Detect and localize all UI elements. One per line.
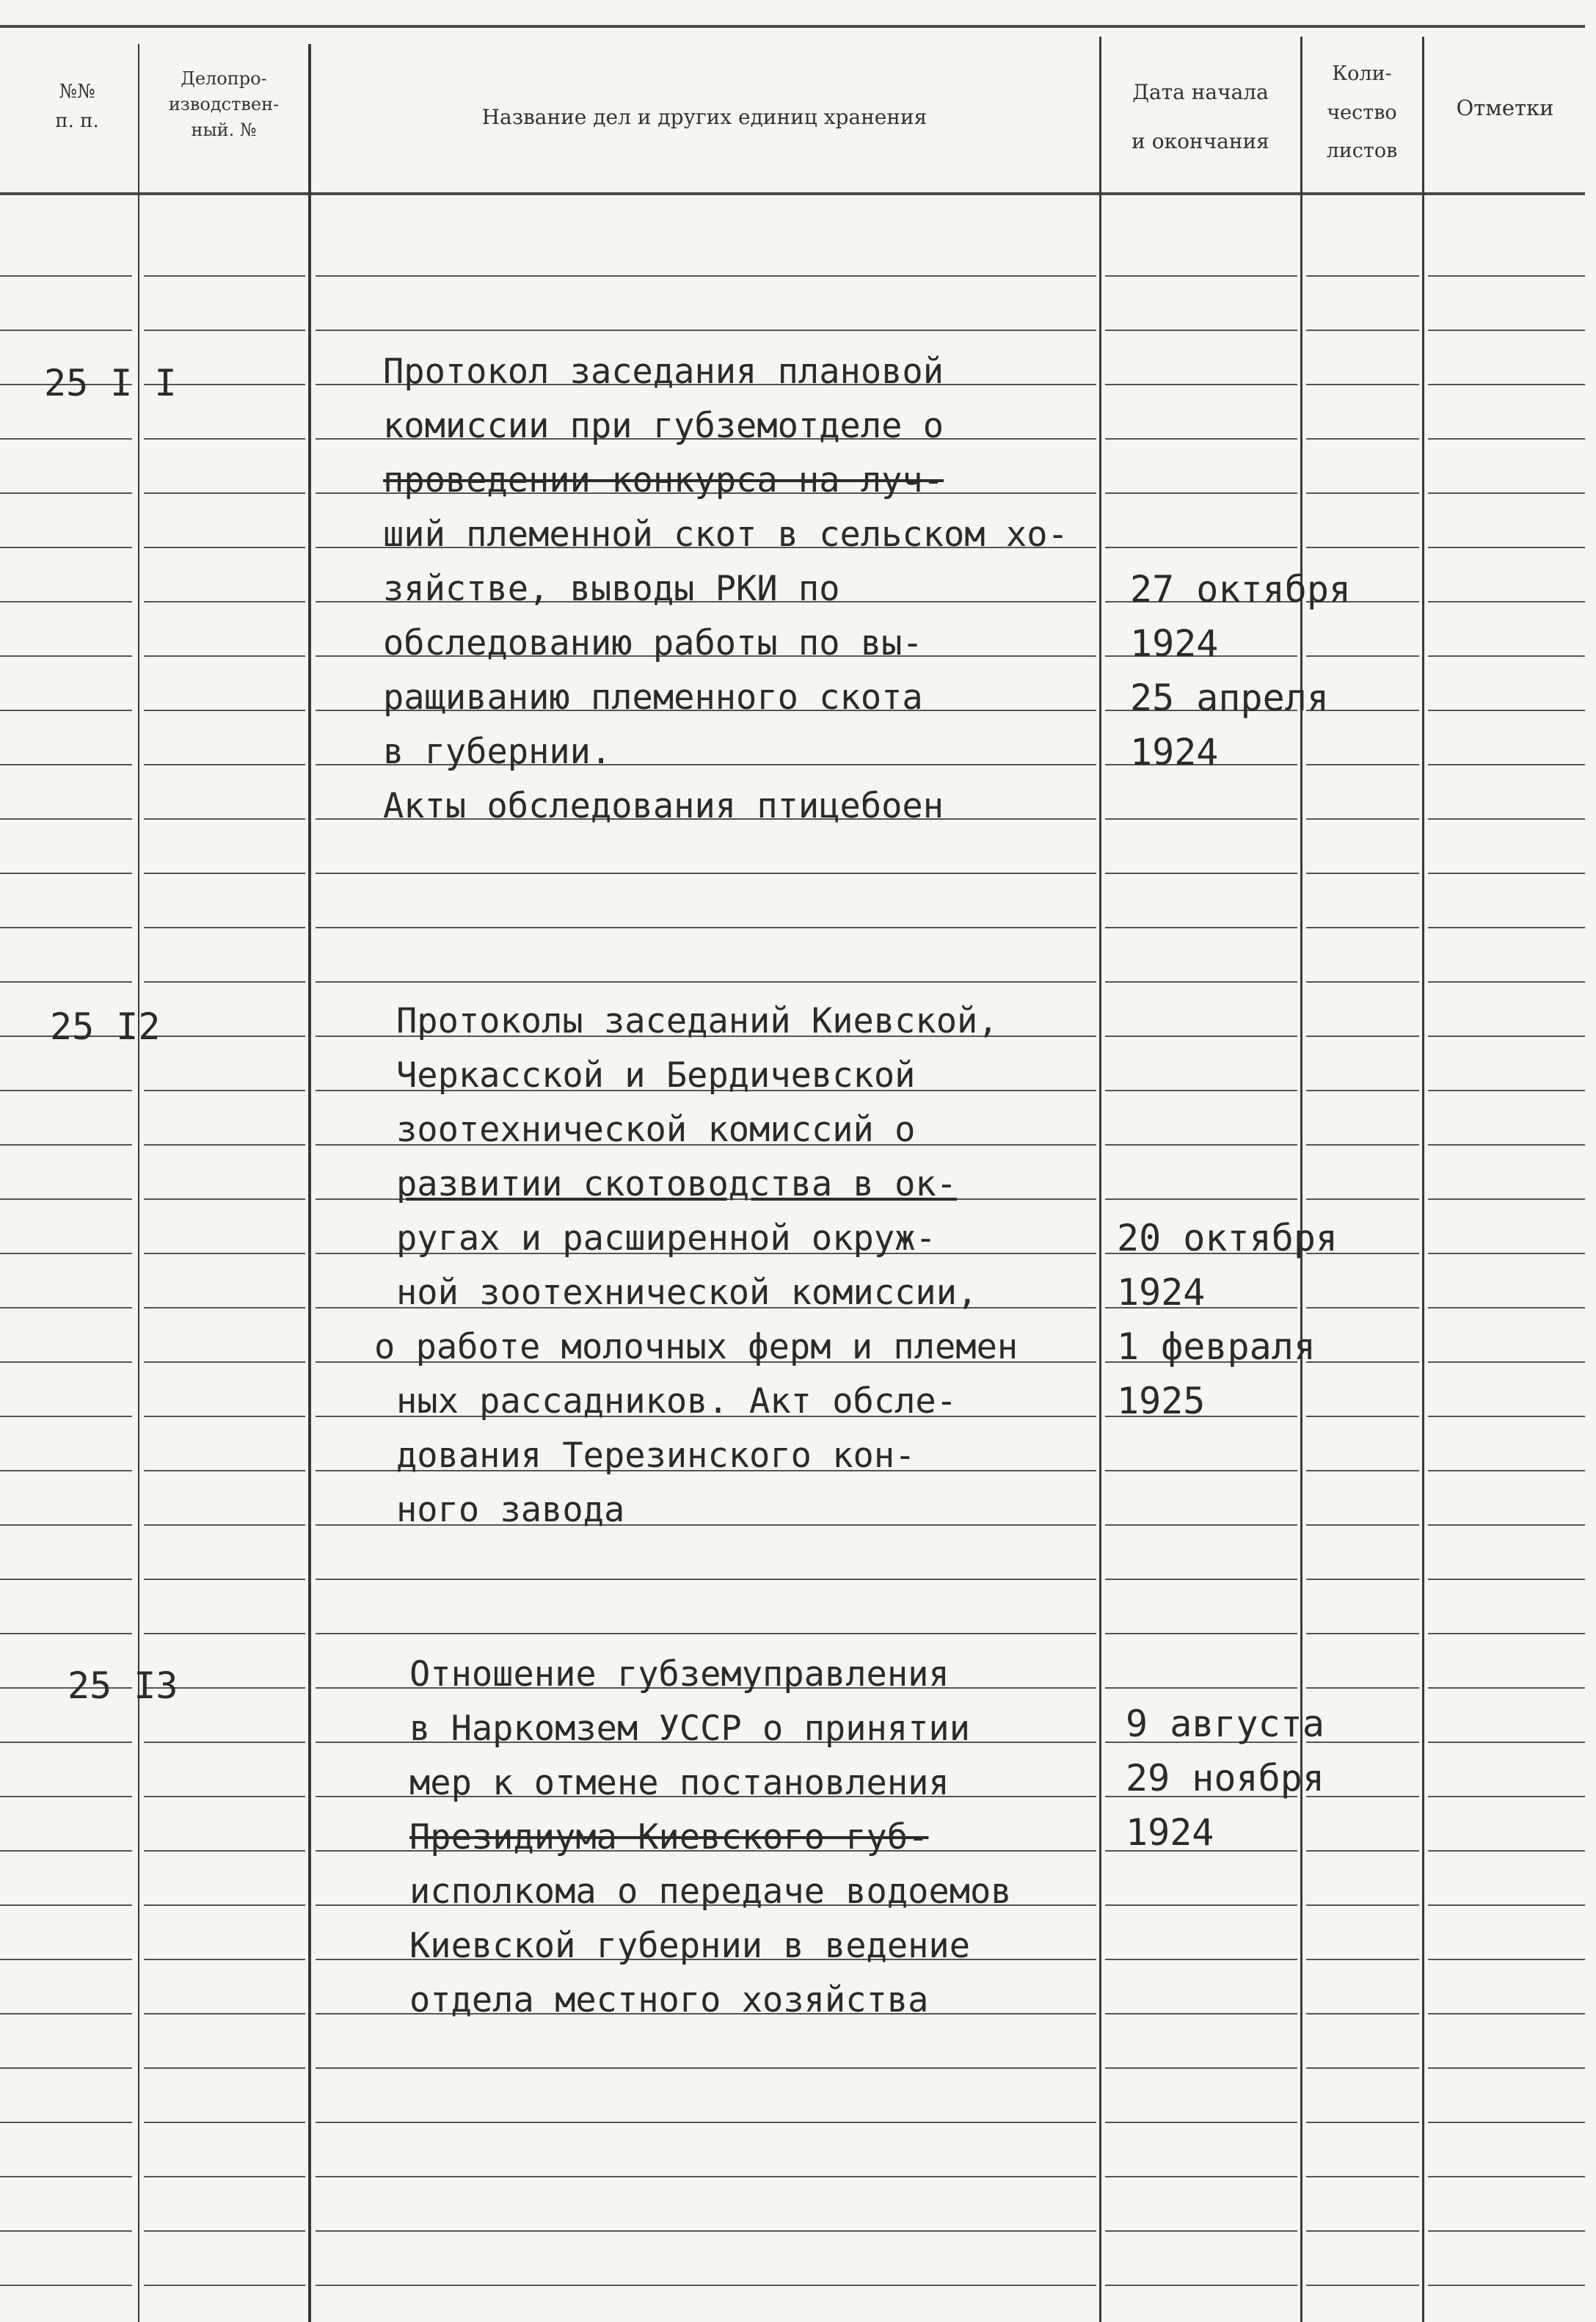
entry-title: [383, 345, 1068, 834]
entry-title-line: зоотехнической комиссий о: [396, 1110, 916, 1150]
ruled-line: [1428, 1687, 1585, 1689]
ruled-line: [1306, 1524, 1419, 1526]
ruled-line: [1105, 547, 1297, 548]
ruled-line: [1428, 2013, 1585, 2015]
ruled-line: [1306, 927, 1419, 928]
ruled-line: [316, 927, 1096, 928]
ruled-line: [1105, 1633, 1297, 1634]
ruled-line: [1428, 2176, 1585, 2177]
entry-title-line: ной зоотехнической комиссии,: [396, 1273, 978, 1313]
ruled-line: [1428, 655, 1585, 657]
ruled-line: [316, 1579, 1096, 1580]
ruled-line: [144, 275, 305, 277]
ruled-line: [1105, 1959, 1297, 1960]
entry-title-line: в Наркомзем УССР о принятии: [409, 1708, 971, 1749]
ruled-line: [144, 1144, 305, 1146]
entry-title-line: ругах и расширенной окруж-: [396, 1218, 936, 1259]
entry-title-line: ного завода: [396, 1490, 625, 1530]
entry-dates: [1126, 1697, 1324, 1860]
ruled-line: [0, 981, 132, 983]
ruled-line: [144, 927, 305, 928]
entry-title-line: исполкома о передаче водоемов: [409, 1871, 1012, 1912]
ruled-line: [0, 1741, 132, 1743]
ruled-line: [1428, 818, 1585, 820]
ruled-line: [0, 2122, 132, 2123]
ruled-line: [1306, 1144, 1419, 1146]
ruled-line: [0, 2230, 132, 2232]
ruled-line: [1105, 275, 1297, 277]
ruled-line: [1428, 330, 1585, 331]
ruled-line: [1428, 2067, 1585, 2069]
ruled-line: [144, 1253, 305, 1254]
ruled-line: [144, 655, 305, 657]
header-office-line-1: Делопро-: [181, 68, 267, 89]
ruled-line: [1428, 764, 1585, 765]
ruled-line: [1428, 275, 1585, 277]
ruled-line: [1428, 1144, 1585, 1146]
header-title: Название дел и других единиц хранения: [481, 105, 928, 129]
ruled-line: [144, 1959, 305, 1960]
ruled-line: [144, 1633, 305, 1634]
ruled-line: [1306, 330, 1419, 331]
entry-title-line: о работе молочных ферм и племен: [374, 1327, 1019, 1367]
ruled-line: [1306, 1470, 1419, 1471]
ruled-line: [1428, 1416, 1585, 1417]
entry-title-line: ращиванию племенного скота: [383, 677, 923, 718]
ruled-line: [1105, 1687, 1297, 1689]
header-bottom-border: [0, 192, 1585, 195]
entry-title: [409, 1648, 1012, 2028]
ruled-line: [0, 764, 132, 765]
ruled-line: [144, 330, 305, 331]
ruled-line: [1306, 1090, 1419, 1091]
ruled-line: [1428, 1090, 1585, 1091]
ruled-line: [0, 2067, 132, 2069]
ruled-line: [1428, 1524, 1585, 1526]
ruled-line: [144, 873, 305, 874]
ruled-line: [0, 1524, 132, 1526]
header-office-column: [144, 66, 304, 142]
ruled-line: [0, 1090, 132, 1091]
ruled-line: [1428, 1796, 1585, 1797]
ruled-line: [1306, 275, 1419, 277]
ruled-line: [0, 1904, 132, 1906]
column-divider-3: [1099, 37, 1101, 2322]
entry-date-line: 1 февраля: [1117, 1325, 1316, 1368]
ruled-line: [1428, 2230, 1585, 2232]
ruled-line: [0, 2013, 132, 2015]
ruled-line: [1105, 384, 1297, 385]
ruled-line: [144, 981, 305, 983]
ruled-line: [1105, 2230, 1297, 2232]
ruled-line: [1306, 1904, 1419, 1906]
column-divider-2: [308, 44, 311, 2322]
ruled-line: [0, 1361, 132, 1363]
ruled-line: [144, 547, 305, 548]
ruled-line: [0, 655, 132, 657]
header-number-line-2: п. п.: [55, 110, 99, 133]
ruled-line: [1428, 384, 1585, 385]
entry-date-line: 1924: [1117, 1271, 1206, 1314]
entry-number: 25 I3: [68, 1664, 178, 1707]
entry-title-line: комиссии при губземотделе о: [383, 406, 944, 446]
ruled-line: [1105, 1470, 1297, 1471]
ruled-line: [1306, 818, 1419, 820]
ruled-line: [1428, 710, 1585, 711]
ruled-line: [0, 1796, 132, 1797]
entry-title-line: мер к отмене постановления: [409, 1763, 950, 1803]
ruled-line: [144, 492, 305, 494]
header-notes: Отметки: [1456, 95, 1554, 120]
ruled-line: [0, 2176, 132, 2177]
ruled-line: [1428, 1470, 1585, 1471]
ruled-line: [144, 2230, 305, 2232]
ruled-line: [0, 438, 132, 440]
ruled-line: [144, 1524, 305, 1526]
entry-title: [374, 994, 1019, 1537]
ruled-line: [144, 1416, 305, 1417]
entry-title-line: ных рассадников. Акт обсле-: [396, 1381, 958, 1422]
ruled-line: [316, 1633, 1096, 1634]
ruled-line: [144, 2067, 305, 2069]
entry-date-line: 1925: [1117, 1380, 1206, 1422]
ruled-line: [144, 1470, 305, 1471]
ruled-line: [0, 873, 132, 874]
table-top-border: [0, 25, 1585, 28]
ruled-line: [144, 601, 305, 603]
ruled-line: [1428, 2285, 1585, 2286]
ruled-line: [1428, 1579, 1585, 1580]
ruled-line: [1428, 1361, 1585, 1363]
ruled-line: [144, 2122, 305, 2123]
ruled-line: [1428, 1307, 1585, 1309]
ruled-line: [1428, 438, 1585, 440]
ruled-line: [1306, 2122, 1419, 2123]
entry-date-line: 20 октября: [1117, 1217, 1338, 1259]
entry-date-line: 9 августа: [1126, 1703, 1324, 1745]
ruled-line: [1105, 330, 1297, 331]
header-sheets-line-2: чество: [1327, 101, 1397, 124]
ruled-line: [144, 1579, 305, 1580]
ruled-line: [0, 1307, 132, 1309]
ruled-line: [144, 2176, 305, 2177]
ruled-line: [144, 818, 305, 820]
ruled-line: [144, 1090, 305, 1091]
ruled-line: [1428, 981, 1585, 983]
ruled-line: [0, 601, 132, 603]
ruled-line: [1105, 818, 1297, 820]
ruled-line: [316, 330, 1096, 331]
ruled-line: [316, 2285, 1096, 2286]
ruled-line: [1105, 981, 1297, 983]
entry-title-line: в губернии.: [383, 732, 612, 772]
ruled-line: [144, 1361, 305, 1363]
ruled-line: [144, 1307, 305, 1309]
entry-dates: [1117, 1211, 1338, 1428]
ruled-line: [1306, 384, 1419, 385]
entry-date-line: 29 ноября: [1126, 1757, 1324, 1799]
ruled-line: [1105, 1198, 1297, 1200]
header-dates-column: [1104, 68, 1297, 166]
ruled-line: [0, 275, 132, 277]
ruled-line: [1306, 1036, 1419, 1037]
ruled-line: [144, 1850, 305, 1852]
ruled-line: [144, 710, 305, 711]
ruled-line: [1105, 1524, 1297, 1526]
ruled-line: [1306, 981, 1419, 983]
column-divider-5: [1422, 37, 1424, 2322]
ruled-line: [1306, 1687, 1419, 1689]
ruled-line: [1105, 438, 1297, 440]
ruled-line: [1306, 438, 1419, 440]
ruled-line: [316, 275, 1096, 277]
entry-title-line: Акты обследования птицебоен: [383, 786, 944, 826]
ruled-line: [1306, 1959, 1419, 1960]
ruled-line: [0, 330, 132, 331]
ruled-line: [0, 1959, 132, 1960]
ruled-line: [1428, 547, 1585, 548]
header-notes-column: [1426, 92, 1584, 125]
ruled-line: [144, 1796, 305, 1797]
entry-title-line: ший племенной скот в сельском хо-: [383, 514, 1068, 555]
ruled-line: [0, 1253, 132, 1254]
ruled-line: [1105, 2067, 1297, 2069]
ruled-line: [0, 1416, 132, 1417]
ruled-line: [0, 1579, 132, 1580]
ruled-line: [144, 1904, 305, 1906]
ruled-line: [1428, 1959, 1585, 1960]
entry-title-line: Президиума Киевского губ-: [409, 1817, 929, 1857]
ruled-line: [0, 1144, 132, 1146]
entry-date-line: 1924: [1130, 731, 1219, 774]
entry-number: 25 I I: [44, 362, 177, 404]
entry-date-line: 27 октября: [1130, 568, 1352, 611]
header-title-column: [316, 101, 1093, 133]
ruled-line: [1105, 2013, 1297, 2015]
ruled-line: [1306, 2285, 1419, 2286]
ruled-line: [1428, 2122, 1585, 2123]
ruled-line: [144, 1741, 305, 1743]
ruled-line: [1105, 927, 1297, 928]
entry-title-line: дования Терезинского кон-: [396, 1435, 916, 1476]
ruled-line: [144, 1036, 305, 1037]
ruled-line: [1105, 2122, 1297, 2123]
entry-title-line: обследованию работы по вы-: [383, 623, 923, 663]
header-number-line-1: №№: [59, 81, 95, 103]
ruled-line: [1306, 2013, 1419, 2015]
entry-title-line: зяйстве, выводы РКИ по: [383, 569, 840, 609]
ruled-line: [1428, 492, 1585, 494]
ruled-line: [1306, 547, 1419, 548]
ruled-line: [1306, 2230, 1419, 2232]
ruled-line: [316, 2067, 1096, 2069]
ruled-line: [1428, 1253, 1585, 1254]
entry-title-line: отдела местного хозяйства: [409, 1980, 929, 2020]
header-number-column: [29, 77, 125, 137]
ruled-line: [1105, 1090, 1297, 1091]
header-dates-line-1: Дата начала: [1132, 80, 1269, 104]
ruled-line: [1428, 927, 1585, 928]
ruled-line: [1306, 1633, 1419, 1634]
entry-title-line: Черкасской и Бердичевской: [396, 1055, 916, 1096]
ruled-line: [1428, 1741, 1585, 1743]
header-office-line-3: ный. №: [191, 119, 257, 140]
ruled-line: [1306, 1198, 1419, 1200]
ruled-line: [0, 818, 132, 820]
ruled-line: [316, 873, 1096, 874]
ruled-line: [0, 710, 132, 711]
entry-title-line: проведении конкурса на луч-: [383, 460, 944, 501]
ruled-line: [1428, 1036, 1585, 1037]
ruled-line: [144, 438, 305, 440]
ruled-line: [1306, 492, 1419, 494]
ruled-line: [316, 2176, 1096, 2177]
entry-date-line: 1924: [1126, 1811, 1214, 1854]
ruled-line: [1105, 1579, 1297, 1580]
ruled-line: [1428, 601, 1585, 603]
ruled-line: [144, 764, 305, 765]
ruled-line: [1105, 873, 1297, 874]
ruled-line: [316, 2230, 1096, 2232]
entry-dates: [1130, 562, 1351, 779]
ruled-line: [144, 1198, 305, 1200]
ruled-line: [1428, 1904, 1585, 1906]
ruled-line: [1105, 1904, 1297, 1906]
entry-title-line: Протоколы заседаний Киевской,: [396, 1001, 999, 1041]
entry-title-line: Отношение губземуправления: [409, 1654, 950, 1695]
ruled-line: [316, 981, 1096, 983]
ruled-line: [1105, 2176, 1297, 2177]
entry-number: 25 I2: [50, 1005, 161, 1048]
ruled-line: [1428, 1850, 1585, 1852]
ruled-line: [1306, 2176, 1419, 2177]
ruled-line: [0, 1850, 132, 1852]
ruled-line: [1105, 1144, 1297, 1146]
ruled-line: [0, 1198, 132, 1200]
header-office-line-2: изводствен-: [168, 93, 280, 114]
ruled-line: [0, 2285, 132, 2286]
entry-title-line: развитии скотоводства в ок-: [396, 1164, 958, 1204]
ruled-line: [316, 2122, 1096, 2123]
ruled-line: [1428, 873, 1585, 874]
header-sheets-column: [1305, 55, 1419, 171]
entry-title-line: Протокол заседания плановой: [383, 352, 944, 392]
ruled-line: [0, 492, 132, 494]
entry-date-line: 25 апреля: [1130, 677, 1329, 719]
entry-date-line: 1924: [1130, 622, 1219, 665]
header-sheets-line-1: Коли-: [1332, 62, 1392, 85]
column-divider-4: [1300, 37, 1302, 2322]
entry-title-line: Киевской губернии в ведение: [409, 1926, 971, 1966]
ruled-line: [0, 1633, 132, 1634]
ruled-line: [144, 2013, 305, 2015]
ruled-line: [1105, 492, 1297, 494]
ruled-line: [0, 927, 132, 928]
ruled-line: [0, 1470, 132, 1471]
ruled-line: [1428, 1633, 1585, 1634]
ruled-line: [0, 547, 132, 548]
ruled-line: [1306, 873, 1419, 874]
ruled-line: [1105, 1036, 1297, 1037]
ruled-line: [1105, 2285, 1297, 2286]
header-sheets-line-3: листов: [1326, 139, 1398, 163]
ruled-line: [144, 2285, 305, 2286]
ruled-line: [1306, 1579, 1419, 1580]
ruled-line: [1306, 2067, 1419, 2069]
header-dates-line-2: и окончания: [1132, 129, 1269, 154]
ruled-line: [1428, 1198, 1585, 1200]
